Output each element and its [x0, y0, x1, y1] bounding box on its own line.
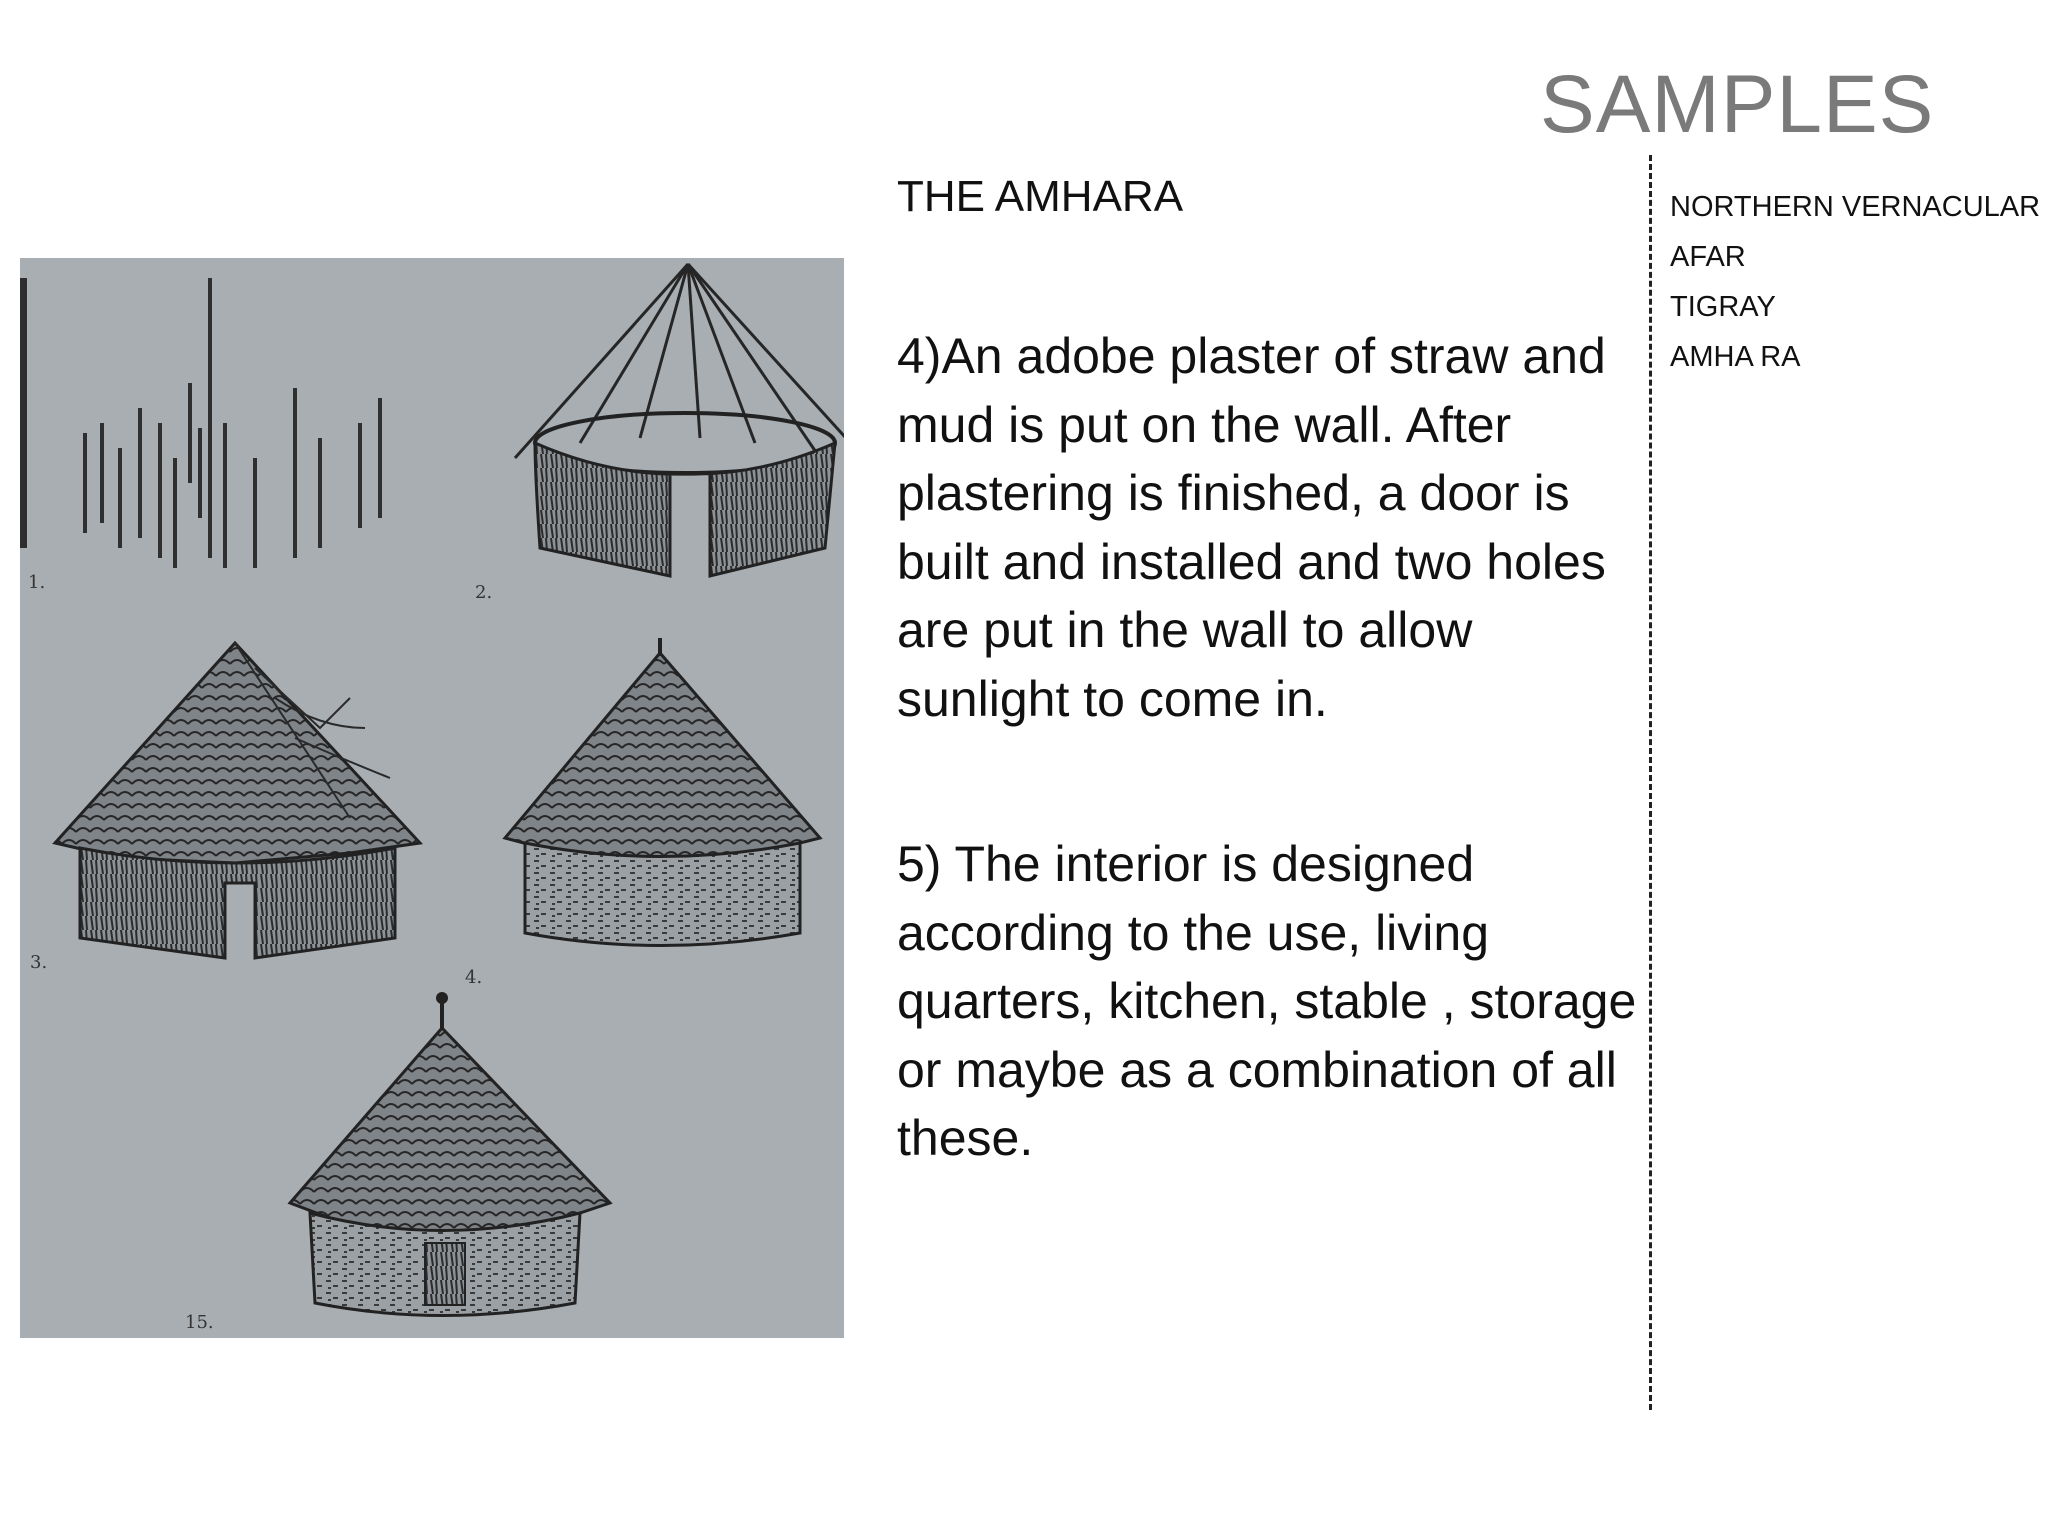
hut-sketch — [20, 258, 844, 1338]
stage-label-5: 15. — [185, 1312, 214, 1333]
paragraph-step-4: 4)An adobe plaster of straw and mud is put on the wall. After plastering is finished, a door is built and installed and two holes are put in the wall to allow sunlight to come in. — [897, 328, 1606, 727]
stage-5-finished-hut — [290, 992, 610, 1316]
nav-item-afar[interactable]: AFAR — [1670, 241, 1746, 273]
stage-3-partial-roof — [55, 643, 420, 958]
dashed-divider — [1649, 155, 1652, 1410]
stage-label-4: 4. — [465, 967, 483, 988]
stage-label-3: 3. — [30, 952, 48, 973]
nav-item-amhara[interactable]: AMHA RA — [1670, 341, 1801, 373]
stage-label-2: 2. — [475, 582, 493, 603]
nav-item-tigray[interactable]: TIGRAY — [1670, 291, 1776, 323]
section-heading: THE AMHARA — [897, 172, 1184, 221]
stage-label-1: 1. — [28, 572, 46, 593]
stage-4-roofed-hut — [505, 638, 820, 946]
nav-item-northern-vernacular[interactable]: NORTHERN VERNACULAR — [1670, 191, 2041, 223]
slide-title: SAMPLES — [1540, 59, 1935, 150]
stage-1-poles — [85, 278, 380, 568]
paragraph-step-5: 5) The interior is designed according to the use, living quarters, kitchen, stable , storage or maybe as a combination of all these. — [897, 836, 1637, 1166]
section-nav — [1670, 182, 2040, 382]
stage-2-frame — [515, 264, 844, 576]
hut-construction-illustration — [20, 258, 844, 1338]
